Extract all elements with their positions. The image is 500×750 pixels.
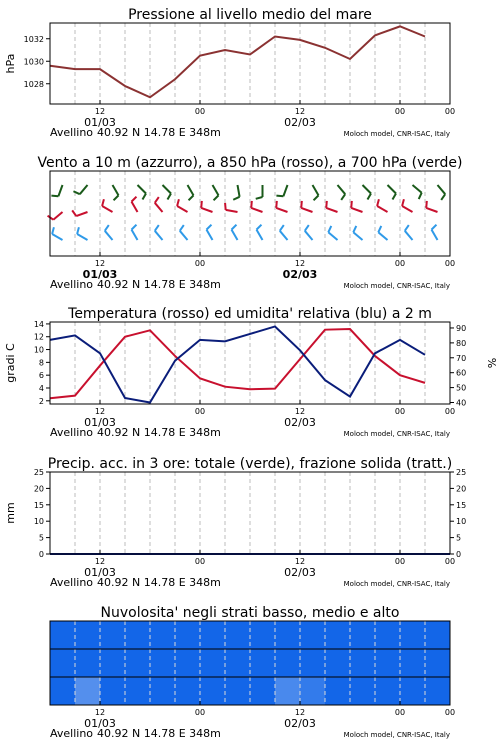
barb-shaft <box>257 230 263 240</box>
barb-shaft <box>226 210 238 212</box>
y-tick-label: 10 <box>33 345 44 355</box>
cloud-cell <box>300 677 326 706</box>
wind-barb <box>73 185 87 194</box>
location-coords: 40.92 N 14.78 E 348m <box>97 727 221 740</box>
x-tick-label: 00 <box>394 708 406 717</box>
y-tick-label: 0 <box>38 550 44 559</box>
barb-feather <box>276 201 277 208</box>
x-tick-label: 12 <box>94 708 106 717</box>
barb-shaft <box>276 208 287 212</box>
barb-feather <box>301 201 302 208</box>
cloud-cell <box>200 677 226 706</box>
date-label: 02/03 <box>282 268 318 281</box>
barb-shaft <box>388 185 396 193</box>
barb-shaft <box>207 230 213 240</box>
location-coords: 40.92 N 14.78 E 348m <box>97 126 221 139</box>
panel-precip <box>4 456 466 589</box>
cloud-cell <box>250 677 276 706</box>
barb-feather <box>305 225 309 231</box>
cloud-cell <box>50 649 76 678</box>
barb-feather <box>189 195 194 200</box>
barb-feather <box>378 226 381 232</box>
y-axis-label: mm <box>4 502 17 524</box>
y-tick-label-right: 10 <box>456 517 467 527</box>
barb-feather <box>432 225 437 230</box>
location-coords: 40.92 N 14.78 E 348m <box>97 576 221 589</box>
cloud-cell <box>225 677 251 706</box>
y-tick-label: 5 <box>38 533 44 543</box>
model-credit: Moloch model, CNR-ISAC, Italy <box>343 130 450 138</box>
x-tick-label: 00 <box>394 557 406 566</box>
cloud-cell <box>350 649 376 678</box>
barb-feather <box>276 196 283 197</box>
wind-barb <box>105 225 113 240</box>
date-label: 02/03 <box>284 416 316 429</box>
barb-shaft <box>180 231 188 240</box>
wind-barb <box>351 201 362 212</box>
barb-shaft <box>132 202 138 212</box>
barb-feather <box>142 193 146 199</box>
model-credit: Moloch model, CNR-ISAC, Italy <box>343 282 450 290</box>
barb-feather <box>207 225 212 230</box>
barb-shaft <box>413 185 422 193</box>
wind-barb <box>180 225 188 240</box>
x-tick-label: 12 <box>94 259 106 268</box>
barb-shaft <box>363 185 371 193</box>
wind-barb <box>257 225 263 240</box>
wind-barb <box>276 201 287 212</box>
y-axis-label-right: % <box>485 357 498 369</box>
barb-feather <box>326 201 327 208</box>
model-credit: Moloch model, CNR-ISAC, Italy <box>343 731 450 739</box>
cloud-cell <box>400 621 426 650</box>
location-name: Avellino <box>50 278 94 291</box>
barb-shaft <box>238 185 240 197</box>
x-tick-label: 00 <box>194 107 206 116</box>
barb-feather <box>280 225 284 231</box>
cloud-cell <box>275 621 301 650</box>
y-tick-label: 1032 <box>23 34 44 44</box>
y-tick-label-right: 60 <box>456 368 467 378</box>
cloud-cell <box>50 677 76 706</box>
barb-shaft <box>155 203 163 212</box>
wind-barb <box>155 225 163 240</box>
barb-feather <box>402 199 404 206</box>
chart-title: Pressione al livello medio del mare <box>128 7 372 23</box>
wind-barb <box>138 185 146 200</box>
cloud-cell <box>400 649 426 678</box>
barb-shaft <box>377 206 387 212</box>
barb-shaft <box>163 185 171 193</box>
cloud-cell <box>350 677 376 706</box>
wind-barb <box>338 185 346 200</box>
location-name: Avellino <box>50 426 94 439</box>
y-tick-label-right: 70 <box>456 353 467 363</box>
cloud-cell <box>225 649 251 678</box>
wind-barb <box>328 226 337 240</box>
barb-shaft <box>305 231 313 240</box>
wind-barb <box>232 225 238 240</box>
barb-shaft <box>338 185 346 194</box>
y-tick-label-right: 40 <box>456 398 467 408</box>
cloud-cell <box>100 649 126 678</box>
cloud-cell <box>375 649 401 678</box>
barb-shaft <box>426 208 437 212</box>
barb-feather <box>155 197 159 203</box>
wind-barb <box>207 225 213 240</box>
wind-barb <box>313 185 319 200</box>
chart-title: Precip. acc. in 3 ore: totale (verde), frazione solida (tratt.) <box>47 456 453 472</box>
barb-shaft <box>232 230 238 240</box>
y-axis-label: gradi C <box>4 343 17 383</box>
barb-feather <box>52 227 54 234</box>
barb-shaft <box>58 185 62 196</box>
y-tick-label-right: 25 <box>456 468 467 477</box>
x-tick-label: 00 <box>194 407 206 416</box>
barb-feather <box>367 193 371 199</box>
cloud-cell <box>375 677 401 706</box>
wind-barb <box>276 185 287 196</box>
x-tick-label: 12 <box>94 107 106 116</box>
barb-shaft <box>301 208 312 212</box>
wind-barb <box>72 210 87 216</box>
barb-feather <box>426 201 427 208</box>
y-tick-label-right: 80 <box>456 338 467 348</box>
barb-shaft <box>53 212 62 220</box>
barb-feather <box>377 199 379 206</box>
barb-feather <box>314 195 319 200</box>
location-coords: 40.92 N 14.78 E 348m <box>97 278 221 291</box>
barb-shaft <box>76 212 87 216</box>
x-tick-label: 00 <box>444 259 456 268</box>
cloud-cell <box>425 649 451 678</box>
barb-feather <box>233 197 239 200</box>
cloud-cell <box>425 621 451 650</box>
barb-shaft <box>132 230 138 240</box>
barb-feather <box>392 193 396 199</box>
barb-shaft <box>378 232 387 240</box>
x-tick-label: 00 <box>394 259 406 268</box>
y-tick-label: 12 <box>33 332 44 342</box>
wind-barb <box>363 185 371 200</box>
barb-feather <box>341 194 345 200</box>
panel-cloud <box>50 605 455 740</box>
humidity-line <box>50 326 425 402</box>
barb-feather <box>177 199 179 206</box>
barb-feather <box>232 225 237 230</box>
wind-barb <box>305 225 313 240</box>
x-tick-label: 12 <box>294 557 306 566</box>
wind-barb <box>405 225 413 240</box>
wind-barb <box>177 199 187 212</box>
barb-shaft <box>280 231 288 240</box>
cloud-cell <box>175 677 201 706</box>
wind-barb <box>438 185 446 200</box>
cloud-cell <box>125 649 151 678</box>
wind-barb <box>102 199 112 212</box>
barb-feather <box>405 225 409 231</box>
cloud-cell <box>150 649 176 678</box>
wind-barb <box>155 197 163 212</box>
date-label: 01/03 <box>84 717 116 730</box>
barb-feather <box>167 193 171 199</box>
wind-barb <box>132 225 138 240</box>
wind-barb <box>388 185 396 200</box>
wind-barb <box>301 201 312 212</box>
panel-temp_rh <box>4 306 498 439</box>
barb-shaft <box>52 234 62 240</box>
barb-shaft <box>213 185 219 195</box>
y-tick-label-right: 90 <box>456 323 467 333</box>
wind-barb <box>256 185 263 199</box>
barb-shaft <box>80 185 88 194</box>
wind-barb <box>225 203 237 212</box>
cloud-cell <box>375 621 401 650</box>
barb-feather <box>132 225 137 230</box>
x-tick-label: 12 <box>294 708 306 717</box>
y-tick-label: 14 <box>33 319 44 329</box>
cloud-cell <box>200 621 226 650</box>
wind-barb <box>163 185 171 200</box>
barb-feather <box>180 225 184 231</box>
cloud-cell <box>200 649 226 678</box>
y-tick-label: 10 <box>33 517 44 527</box>
cloud-cell <box>350 621 376 650</box>
cloud-cell <box>100 677 126 706</box>
date-label: 02/03 <box>284 116 316 129</box>
barb-feather <box>72 210 76 216</box>
wind-barb <box>51 185 62 196</box>
x-tick-label: 00 <box>194 557 206 566</box>
barb-feather <box>225 203 226 210</box>
x-tick-label: 00 <box>444 107 456 116</box>
barb-shaft <box>351 208 362 212</box>
date-label: 01/03 <box>84 566 116 579</box>
panel-pressure <box>4 7 455 139</box>
cloud-cell <box>150 621 176 650</box>
barb-feather <box>114 195 119 200</box>
date-label: 01/03 <box>84 416 116 429</box>
date-label: 01/03 <box>84 116 116 129</box>
barb-shaft <box>105 231 113 240</box>
barb-feather <box>102 199 104 206</box>
barb-feather <box>353 226 356 232</box>
barb-feather <box>419 193 422 199</box>
barb-shaft <box>251 208 262 212</box>
wind-barb <box>77 227 87 240</box>
x-tick-label: 12 <box>294 259 306 268</box>
barb-shaft <box>326 208 337 212</box>
x-tick-label: 00 <box>394 407 406 416</box>
cloud-cell <box>75 649 101 678</box>
wind-barb <box>233 185 239 200</box>
barb-feather <box>132 197 137 202</box>
barb-shaft <box>188 185 194 195</box>
cloud-cell <box>175 621 201 650</box>
y-tick-label: 6 <box>38 371 44 381</box>
wind-barb <box>426 201 437 212</box>
cloud-cell <box>250 649 276 678</box>
cloud-cell <box>275 649 301 678</box>
x-tick-label: 00 <box>194 259 206 268</box>
cloud-cell <box>300 649 326 678</box>
barb-feather <box>155 225 159 231</box>
barb-feather <box>251 201 252 208</box>
chart-title: Temperatura (rosso) ed umidita' relativa (blu) a 2 m <box>68 306 432 322</box>
cloud-cell <box>175 649 201 678</box>
wind-barb <box>326 201 337 212</box>
barb-shaft <box>438 185 446 194</box>
cloud-cell <box>75 621 101 650</box>
cloud-cell <box>150 677 176 706</box>
plot-frame <box>50 23 450 104</box>
barb-shaft <box>102 206 112 212</box>
y-tick-label: 4 <box>38 383 44 393</box>
cloud-cell <box>325 621 351 650</box>
barb-feather <box>51 196 58 197</box>
cloud-cell <box>400 677 426 706</box>
wind-barb <box>280 225 288 240</box>
barb-shaft <box>283 185 287 196</box>
wind-barb <box>52 227 62 240</box>
y-tick-label: 15 <box>33 500 44 510</box>
wind-barb <box>413 185 422 199</box>
cloud-cell <box>325 649 351 678</box>
location-coords: 40.92 N 14.78 E 348m <box>97 426 221 439</box>
cloud-cell <box>125 621 151 650</box>
model-credit: Moloch model, CNR-ISAC, Italy <box>343 580 450 588</box>
barb-shaft <box>77 234 87 240</box>
chart-title: Nuvolosita' negli strati basso, medio e alto <box>100 605 400 621</box>
barb-feather <box>351 201 352 208</box>
cloud-cell <box>275 677 301 706</box>
wind-barb <box>113 185 119 200</box>
cloud-cell <box>425 677 451 706</box>
barb-shaft <box>113 185 119 195</box>
y-tick-label: 1030 <box>23 57 44 67</box>
y-tick-label-right: 50 <box>456 383 467 393</box>
wind-barb <box>213 185 219 200</box>
cloud-cell <box>300 621 326 650</box>
barb-feather <box>105 225 109 231</box>
cloud-cell <box>225 621 251 650</box>
y-tick-label-right: 20 <box>456 484 467 494</box>
date-label: 02/03 <box>284 717 316 730</box>
barb-feather <box>201 201 202 208</box>
x-tick-label: 00 <box>444 407 456 416</box>
barb-feather <box>256 197 263 199</box>
x-tick-label: 12 <box>294 107 306 116</box>
y-tick-label: 20 <box>33 484 44 494</box>
barb-feather <box>214 195 219 200</box>
wind-barb <box>432 225 438 240</box>
date-label: 02/03 <box>284 566 316 579</box>
y-tick-label: 25 <box>33 468 44 477</box>
chart-title: Vento a 10 m (azzurro), a 850 hPa (rosso), a 700 hPa (verde) <box>37 155 463 171</box>
y-tick-label: 8 <box>38 358 44 368</box>
barb-feather <box>77 227 79 234</box>
barb-feather <box>328 226 331 232</box>
y-tick-label: 2 <box>38 396 44 406</box>
cloud-cell <box>100 621 126 650</box>
panel-wind <box>37 155 462 291</box>
barb-shaft <box>432 230 438 240</box>
barb-shaft <box>201 208 212 212</box>
wind-barb <box>377 199 387 212</box>
wind-barb <box>132 197 138 212</box>
y-tick-label: 1028 <box>23 79 44 89</box>
barb-shaft <box>328 232 337 240</box>
y-tick-label-right: 0 <box>456 550 462 559</box>
barb-shaft <box>313 185 319 195</box>
model-credit: Moloch model, CNR-ISAC, Italy <box>343 430 450 438</box>
wind-barb <box>188 185 194 200</box>
barb-shaft <box>353 232 362 240</box>
wind-barb <box>251 201 262 212</box>
barb-shaft <box>402 206 412 212</box>
location-name: Avellino <box>50 126 94 139</box>
x-tick-label: 00 <box>194 708 206 717</box>
cloud-cell <box>75 677 101 706</box>
cloud-cell <box>50 621 76 650</box>
barb-shaft <box>138 185 146 193</box>
cloud-cell <box>250 621 276 650</box>
x-tick-label: 00 <box>394 107 406 116</box>
y-tick-label-right: 5 <box>456 533 462 543</box>
wind-barb <box>378 226 387 240</box>
x-tick-label: 12 <box>294 407 306 416</box>
x-tick-label: 12 <box>94 557 106 566</box>
date-label: 01/03 <box>82 268 118 281</box>
wind-barb <box>402 199 412 212</box>
location-name: Avellino <box>50 727 94 740</box>
cloud-cell <box>325 677 351 706</box>
barb-shaft <box>155 231 163 240</box>
x-tick-label: 12 <box>94 407 106 416</box>
barb-feather <box>257 225 262 230</box>
barb-feather <box>441 194 445 200</box>
barb-feather <box>73 191 79 194</box>
y-tick-label-right: 15 <box>456 500 467 510</box>
x-tick-label: 00 <box>444 557 456 566</box>
barb-shaft <box>405 231 413 240</box>
barb-shaft <box>177 206 187 212</box>
cloud-cell <box>125 677 151 706</box>
pressure-line <box>50 26 425 97</box>
y-axis-label: hPa <box>4 53 17 74</box>
wind-barb <box>353 226 362 240</box>
plot-frame <box>50 472 450 554</box>
wind-barb <box>201 201 212 212</box>
x-tick-label: 00 <box>444 708 456 717</box>
location-name: Avellino <box>50 576 94 589</box>
